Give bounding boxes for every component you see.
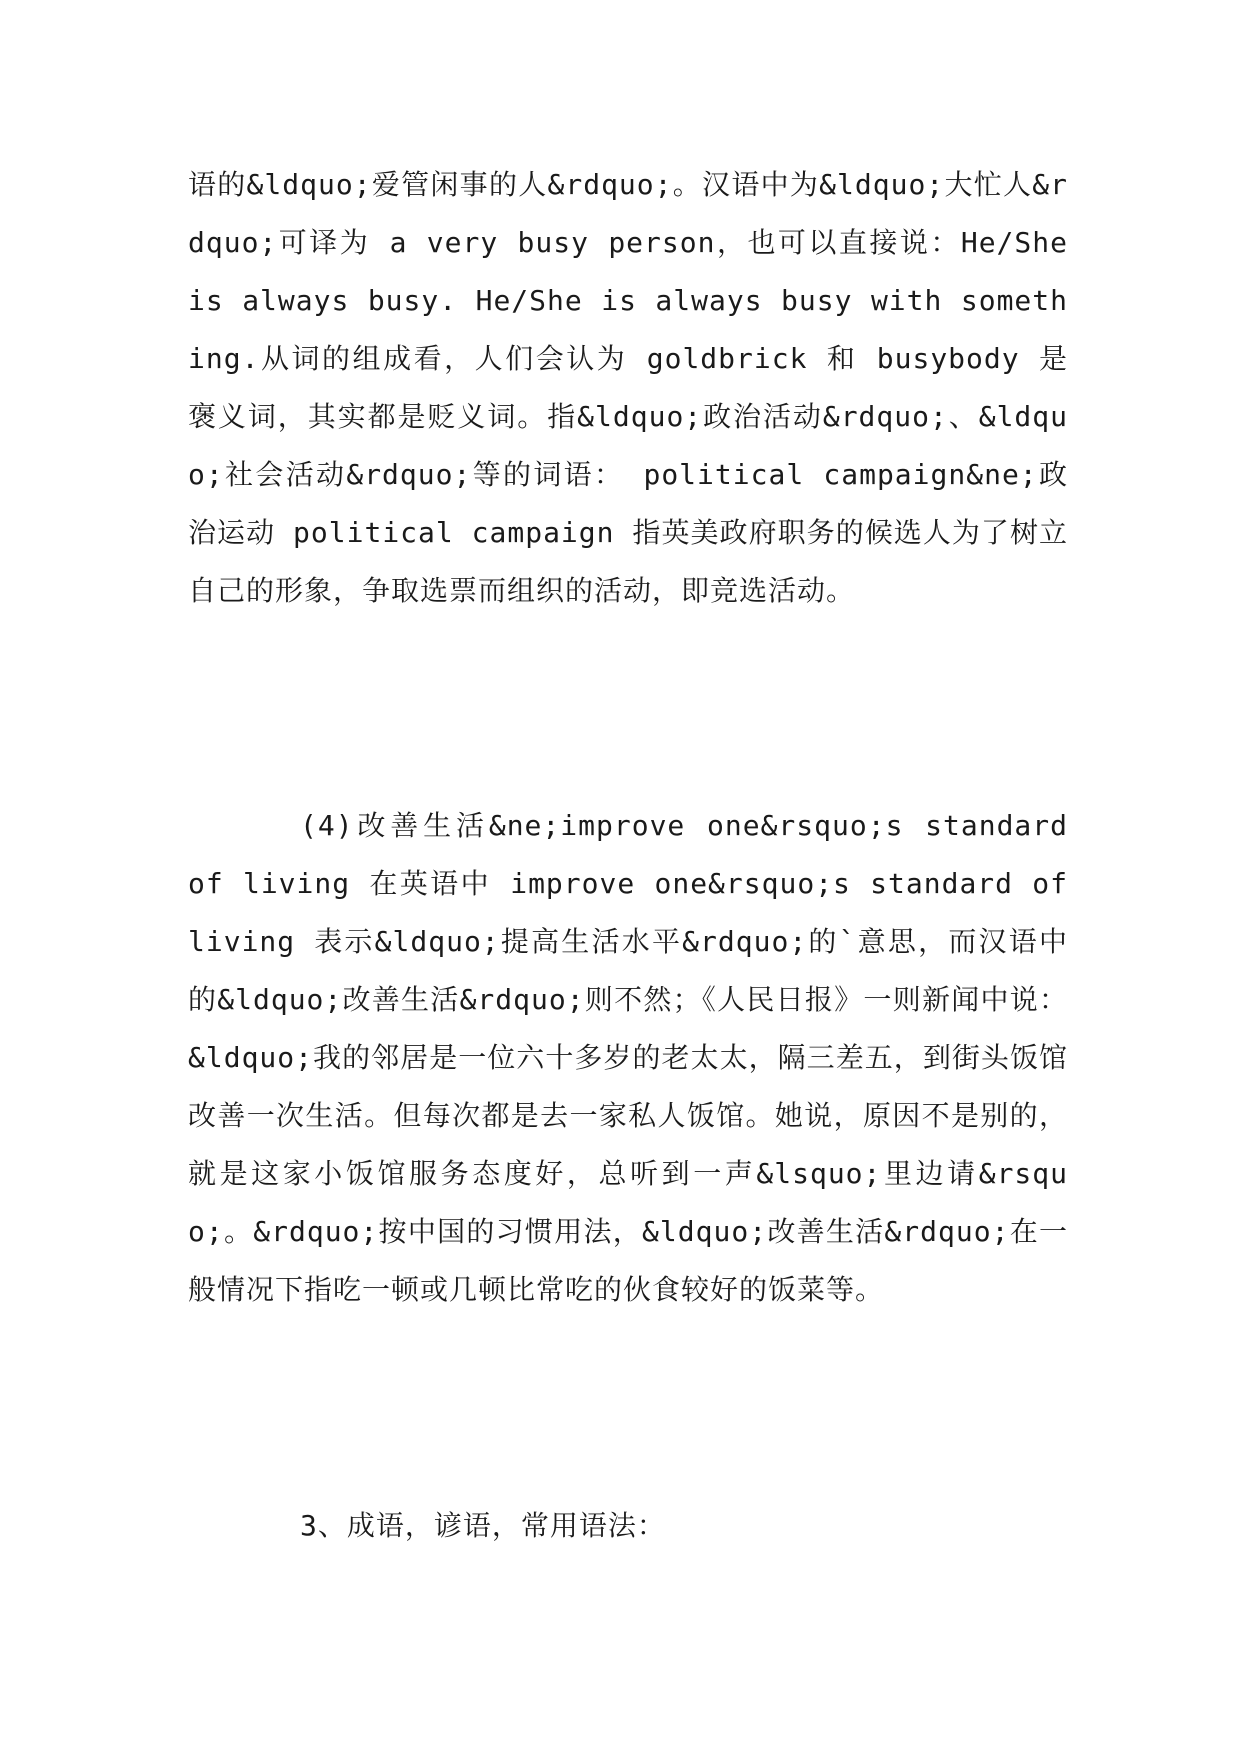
paragraph-translation-notes: 语的&ldquo;爱管闲事的人&rdquo;。汉语中为&ldquo;大忙人&rdquo;可译为 a very busy person，也可以直接说：He/She is always busy. He/She is always busy with something.从词的组成看，人们会认为 goldbrick 和 busybody 是褒义词，其实都是贬义词。指&ldquo;政治活动&rdquo;、&ldquo;社会活动&rdquo;等的词语： political campaign&ne;政治运动 political campaign 指英美政府职务的候选人为了树立自己的形象，争取选票而组织的活动，即竞选活动。: [188, 168, 1068, 607]
paragraph-improve-living: (4)改善生活&ne;improve one&rsquo;s standard of living 在英语中 improve one&rsquo;s standard of living 表示&ldquo;提高生活水平&rdquo;的`意思，而汉语中的&ldquo;改善生活&rdquo;则不然；《人民日报》一则新闻中说：&ldquo;我的邻居是一位六十多岁的老太太，隔三差五，到街头饭馆改善一次生活。但每次都是去一家私人饭馆。她说，原因不是别的，就是这家小饭馆服务态度好，总听到一声&lsquo;里边请&rsquo;。&rdquo;按中国的习惯用法，&ldquo;改善生活&rdquo;在一般情况下指吃一顿或几顿比常吃的伙食较好的饭菜等。: [188, 809, 1068, 1306]
section-heading-idioms: 3、成语，谚语，常用语法：: [300, 1509, 666, 1542]
